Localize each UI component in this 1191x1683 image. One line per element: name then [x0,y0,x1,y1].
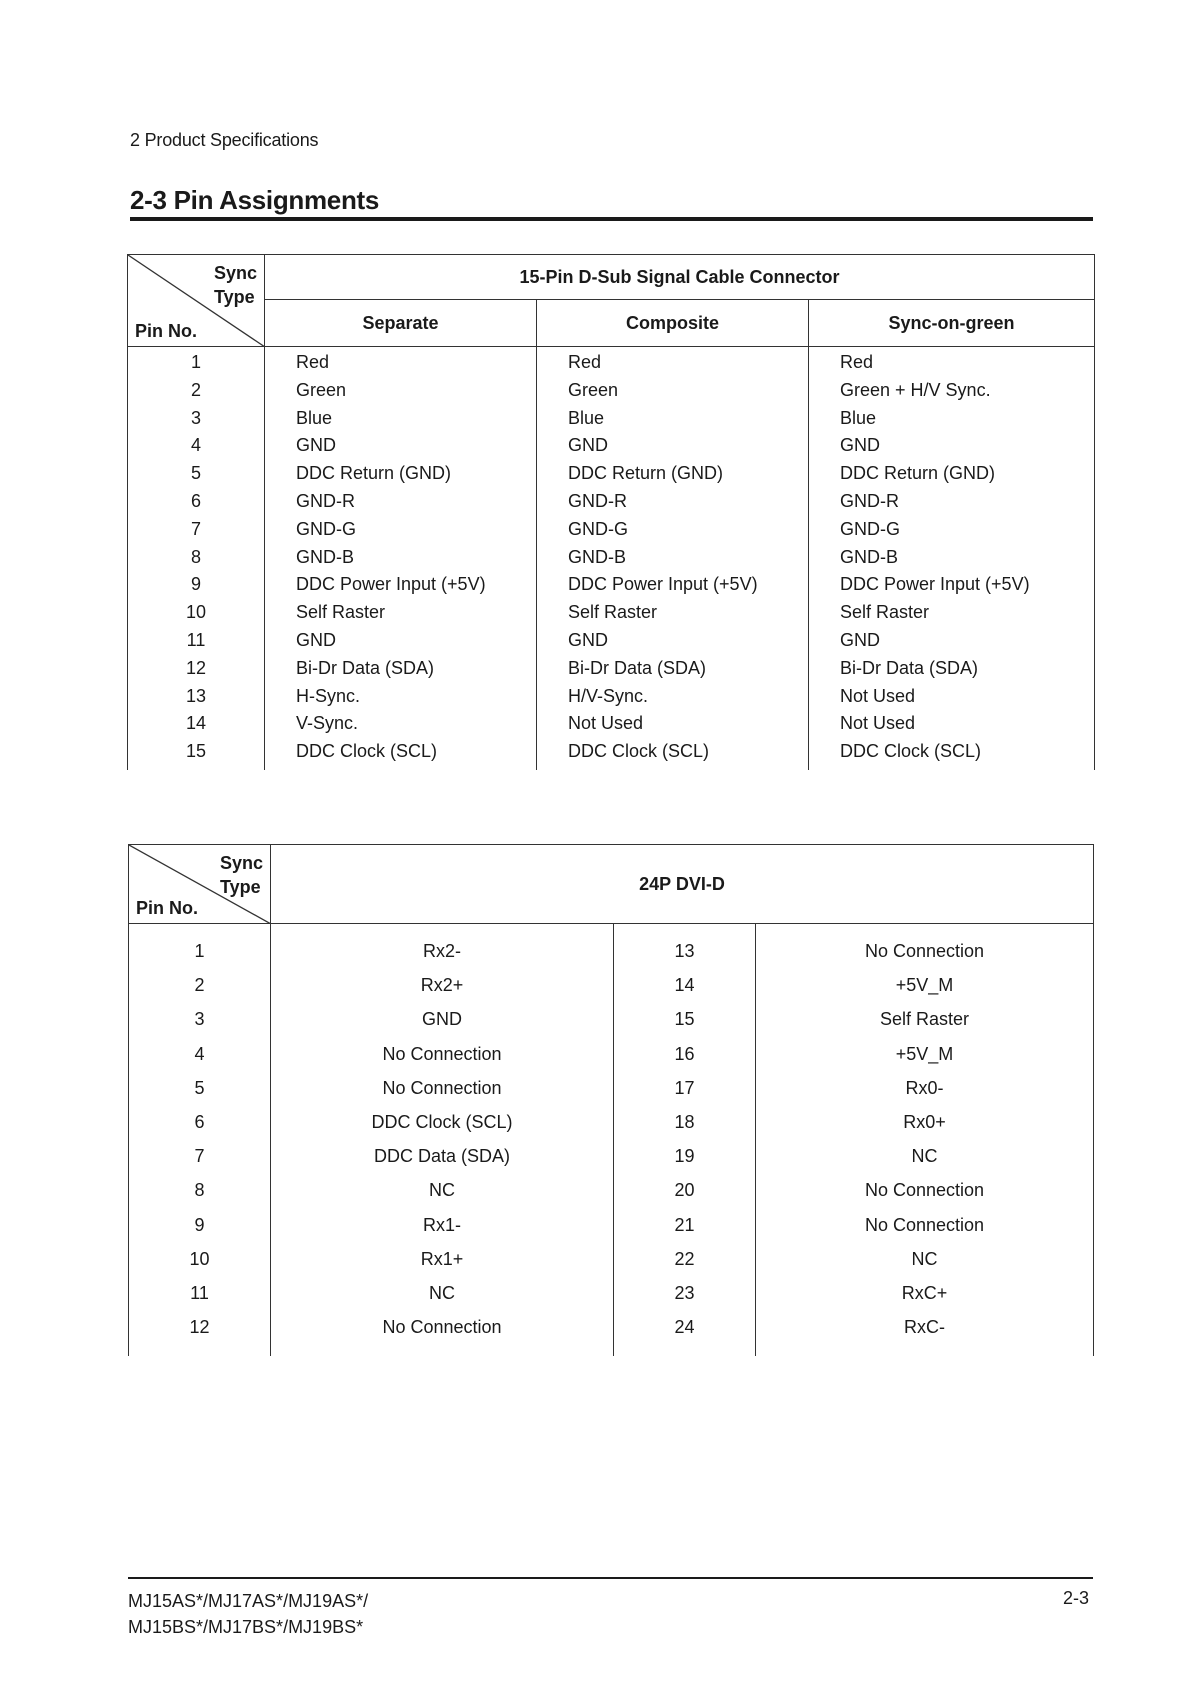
table-cell: Blue [265,405,537,433]
table-cell: Red [809,347,1095,377]
table-cell: DDC Clock (SCL) [809,738,1095,770]
table-cell: Rx0+ [756,1105,1094,1139]
table-row [129,1242,1094,1276]
table-cell: GND-B [537,544,809,572]
table-cell: 1 [129,924,271,969]
table-cell: Self Raster [756,1002,1094,1036]
table-row [128,655,1095,683]
table-cell: GND [809,432,1095,460]
table-cell: 23 [614,1276,756,1310]
footer-rule [128,1577,1093,1579]
table-cell: 6 [128,488,265,516]
table-cell: 16 [614,1037,756,1071]
table-cell: No Connection [756,1173,1094,1207]
page-number: 2-3 [1062,1588,1089,1608]
table-row [129,1139,1094,1173]
table-cell: No Connection [756,924,1094,969]
corner-sync-label: Sync [213,263,257,283]
table-cell: 8 [129,1173,271,1207]
table-cell: GND-R [537,488,809,516]
table-row [129,1208,1094,1242]
corner-sync-type [220,851,263,899]
table-cell: Rx1- [271,1208,614,1242]
table-cell: DDC Clock (SCL) [271,1105,614,1139]
table-cell: Bi-Dr Data (SDA) [265,655,537,683]
table-row [129,1310,1094,1356]
dsub-pin-table [127,254,1095,770]
table-cell: 3 [128,405,265,433]
table-corner-cell [128,255,265,347]
title-rule [130,217,1093,221]
table-cell: Rx2+ [271,968,614,1002]
table-cell: 14 [614,968,756,1002]
table-row [128,544,1095,572]
table-row [128,627,1095,655]
table-cell: DDC Return (GND) [537,460,809,488]
table-cell: GND [537,432,809,460]
corner-pin-label: Pin No. [136,898,198,918]
table-cell: 2 [128,377,265,405]
table-row [128,347,1095,377]
table-cell: 7 [129,1139,271,1173]
table-row [129,1071,1094,1105]
table-row [128,599,1095,627]
table-cell: Rx2- [271,924,614,969]
table-title: 15-Pin D-Sub Signal Cable Connector [265,255,1095,300]
table-cell: 5 [128,460,265,488]
table-cell: No Connection [271,1037,614,1071]
table-cell: GND-R [265,488,537,516]
dvi-pin-table [128,844,1094,1356]
table-cell: Bi-Dr Data (SDA) [809,655,1095,683]
table-corner-cell [129,845,271,924]
table-row [128,405,1095,433]
footer-models-line1: MJ15AS*/MJ17AS*/MJ19AS*/ [128,1591,369,1611]
table-cell: GND [271,1002,614,1036]
table-cell: No Connection [756,1208,1094,1242]
table-row [129,1037,1094,1071]
table-cell: 9 [128,571,265,599]
corner-type-label: Type [219,877,261,897]
table-row [129,1002,1094,1036]
table-cell: H/V-Sync. [537,683,809,711]
table-row [128,488,1095,516]
table-cell: Not Used [537,710,809,738]
table-cell: DDC Power Input (+5V) [265,571,537,599]
column-header: Sync-on-green [809,300,1095,347]
table-cell: GND [265,627,537,655]
corner-pin-label: Pin No. [135,321,197,341]
table-cell: Blue [537,405,809,433]
table-cell: Green + H/V Sync. [809,377,1095,405]
table-cell: 4 [128,432,265,460]
table-cell: H-Sync. [265,683,537,711]
table-row [129,1105,1094,1139]
table-title: 24P DVI-D [271,845,1094,924]
table-cell: Red [537,347,809,377]
table-cell: Self Raster [265,599,537,627]
table-cell: DDC Power Input (+5V) [537,571,809,599]
table-cell: GND-B [809,544,1095,572]
table-cell: Self Raster [809,599,1095,627]
table-cell: V-Sync. [265,710,537,738]
table-row [128,683,1095,711]
table-cell: 24 [614,1310,756,1356]
table-cell: 17 [614,1071,756,1105]
table-cell: No Connection [271,1310,614,1356]
table-row [128,516,1095,544]
table-cell: 9 [129,1208,271,1242]
table-cell: NC [756,1242,1094,1276]
table-cell: GND-G [265,516,537,544]
table-cell: GND [265,432,537,460]
table-cell: DDC Return (GND) [809,460,1095,488]
footer-models-line2: MJ15BS*/MJ17BS*/MJ19BS* [128,1617,364,1637]
table-row [128,432,1095,460]
table-cell: DDC Power Input (+5V) [809,571,1095,599]
column-header-row [128,300,1095,347]
table-cell: 14 [128,710,265,738]
section-title: 2-3 Pin Assignments [130,185,380,215]
table-cell: Self Raster [537,599,809,627]
table-row [128,571,1095,599]
table-cell: 11 [128,627,265,655]
table-cell: 5 [129,1071,271,1105]
table-cell: GND-G [537,516,809,544]
table-cell: Not Used [809,710,1095,738]
table-cell: 11 [129,1276,271,1310]
footer-models [128,1588,368,1640]
table-cell: 18 [614,1105,756,1139]
table-cell: DDC Return (GND) [265,460,537,488]
table-row [128,460,1095,488]
table-cell: +5V_M [756,1037,1094,1071]
table-cell: 1 [128,347,265,377]
table-row [129,1276,1094,1310]
table-cell: 4 [129,1037,271,1071]
table-cell: RxC+ [756,1276,1094,1310]
table-cell: Not Used [809,683,1095,711]
table-cell: DDC Clock (SCL) [537,738,809,770]
table-cell: 10 [129,1242,271,1276]
column-header: Separate [265,300,537,347]
table-cell: Rx0- [756,1071,1094,1105]
table-cell: 20 [614,1173,756,1207]
corner-type-label: Type [213,287,255,307]
table-cell: 22 [614,1242,756,1276]
table-cell: GND [809,627,1095,655]
table-cell: NC [756,1139,1094,1173]
table-cell: +5V_M [756,968,1094,1002]
table-cell: 13 [128,683,265,711]
table-row [128,710,1095,738]
table-cell: 3 [129,1002,271,1036]
table-cell: GND-R [809,488,1095,516]
table-cell: 19 [614,1139,756,1173]
table-cell: GND-B [265,544,537,572]
table-cell: Rx1+ [271,1242,614,1276]
table-cell: Red [265,347,537,377]
table-cell: 10 [128,599,265,627]
table-cell: DDC Data (SDA) [271,1139,614,1173]
column-header: Composite [537,300,809,347]
table-cell: 21 [614,1208,756,1242]
table-cell: 2 [129,968,271,1002]
table-cell: Green [265,377,537,405]
table-cell: 15 [614,1002,756,1036]
table-cell: Bi-Dr Data (SDA) [537,655,809,683]
table-cell: 8 [128,544,265,572]
corner-sync-type [214,261,257,309]
table-cell: RxC- [756,1310,1094,1356]
table-cell: Blue [809,405,1095,433]
dsub-table-body [128,347,1095,770]
table-row [129,968,1094,1002]
table-row [128,377,1095,405]
table-cell: 12 [129,1310,271,1356]
table-row [129,924,1094,969]
table-cell: NC [271,1173,614,1207]
table-cell: NC [271,1276,614,1310]
table-cell: 13 [614,924,756,969]
table-cell: DDC Clock (SCL) [265,738,537,770]
table-cell: 12 [128,655,265,683]
table-cell: Green [537,377,809,405]
table-cell: GND-G [809,516,1095,544]
table-cell: No Connection [271,1071,614,1105]
dvi-table-body [129,924,1094,1357]
running-header: 2 Product Specifications [130,130,319,150]
table-cell: 15 [128,738,265,770]
corner-sync-label: Sync [219,853,263,873]
table-row [129,1173,1094,1207]
table-cell: 6 [129,1105,271,1139]
table-cell: GND [537,627,809,655]
table-cell: 7 [128,516,265,544]
table-row [128,738,1095,770]
